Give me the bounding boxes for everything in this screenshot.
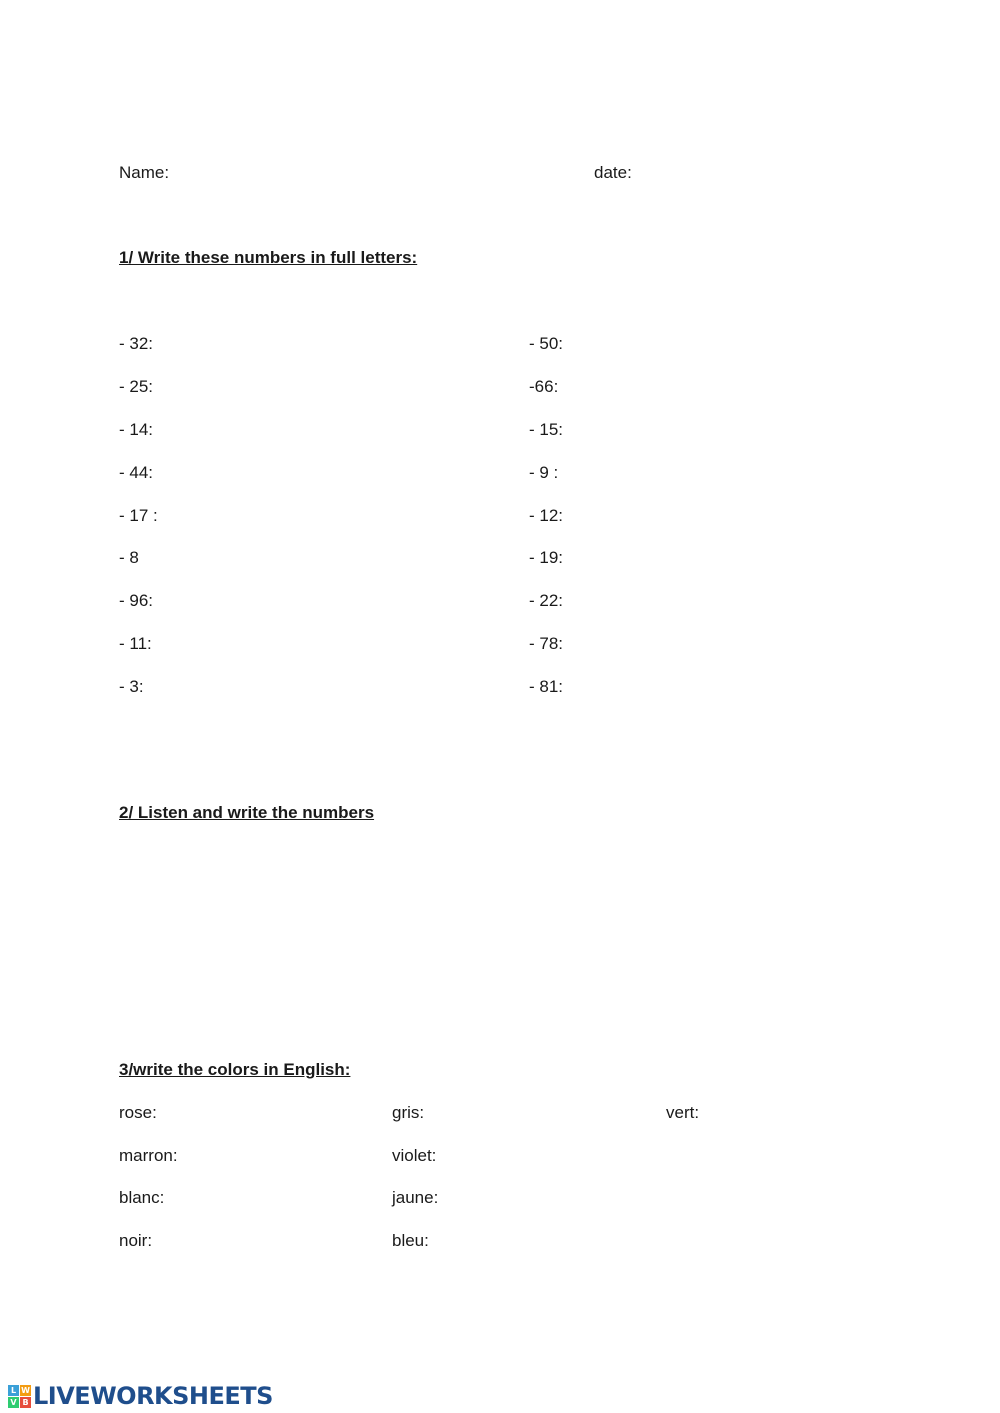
color-item: violet:: [392, 1146, 437, 1165]
color-item: vert:: [666, 1103, 700, 1122]
number-item: - 22:: [529, 591, 564, 610]
liveworksheets-logo[interactable]: [8, 1382, 273, 1410]
logo-block: L: [8, 1385, 19, 1396]
number-item: - 14:: [119, 420, 154, 439]
color-item: jaune:: [392, 1188, 439, 1207]
name-label: Name:: [119, 163, 170, 182]
number-item: - 50:: [529, 334, 564, 353]
number-item: - 8: [119, 548, 139, 567]
number-item: - 12:: [529, 506, 564, 525]
logo-wordmark: LIVEWORKSHEETS: [33, 1382, 273, 1410]
color-item: bleu:: [392, 1231, 429, 1250]
number-item: - 32:: [119, 334, 154, 353]
number-item: - 25:: [119, 377, 154, 396]
number-item: - 81:: [529, 677, 564, 696]
number-item: - 17 :: [119, 506, 158, 525]
section1-title: 1/ Write these numbers in full letters:: [119, 248, 418, 267]
color-item: blanc:: [119, 1188, 165, 1207]
color-item: rose:: [119, 1103, 157, 1122]
number-item: - 78:: [529, 634, 564, 653]
color-item: gris:: [392, 1103, 425, 1122]
color-item: noir:: [119, 1231, 153, 1250]
number-item: - 3:: [119, 677, 144, 696]
logo-block: B: [20, 1397, 31, 1408]
number-item: - 19:: [529, 548, 564, 567]
section3-title: 3/write the colors in English:: [119, 1060, 351, 1079]
number-item: -66:: [529, 377, 559, 396]
number-item: - 9 :: [529, 463, 559, 482]
section2-title: 2/ Listen and write the numbers: [119, 803, 375, 822]
logo-blocks-icon: [8, 1385, 31, 1408]
number-item: - 44:: [119, 463, 154, 482]
number-item: - 11:: [119, 634, 152, 653]
logo-block: W: [21, 1385, 30, 1395]
number-item: - 15:: [529, 420, 564, 439]
date-label: date:: [594, 163, 632, 182]
logo-block: V: [8, 1397, 19, 1408]
color-item: marron:: [119, 1146, 178, 1165]
number-item: - 96:: [119, 591, 154, 610]
